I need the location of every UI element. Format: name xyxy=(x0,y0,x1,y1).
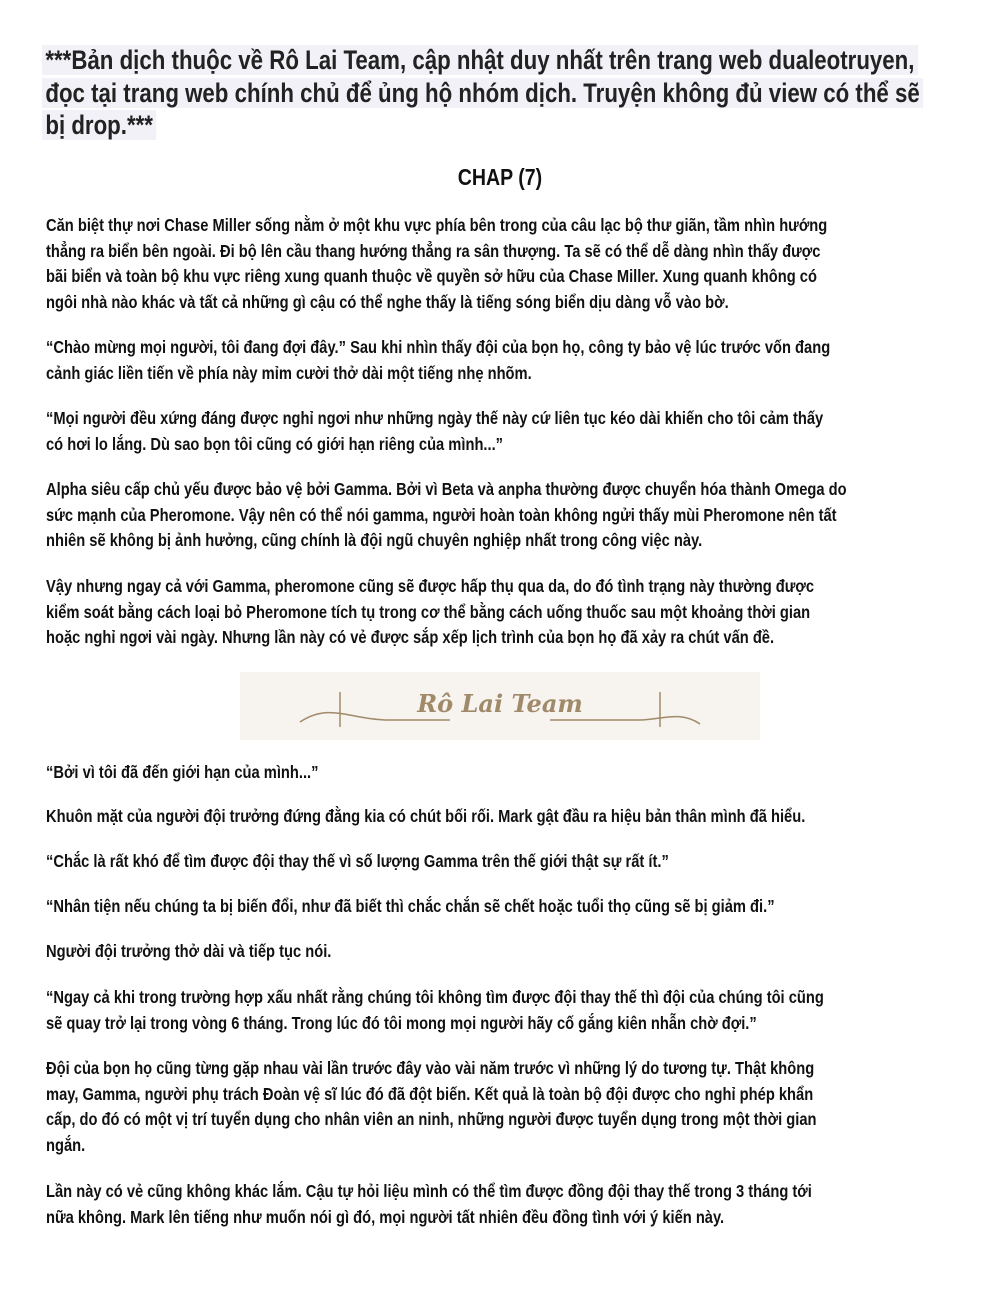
paragraph xyxy=(46,939,386,965)
translation-notice xyxy=(42,44,1000,142)
paragraph xyxy=(46,849,787,875)
paragraph-line: kiểm soát bằng cách loại bỏ Pheromone tích tụ trong cơ thể bằng cách uống thuốc sau một khoảng thời gian xyxy=(46,601,811,622)
paragraph-line: hoặc nghỉ ngơi vài ngày. Nhưng lần này có vẻ được sắp xếp lịch trình của bọn họ đã xảy ra chút vấn đề. xyxy=(46,627,775,647)
paragraph-line: may, Gamma, người phụ trách Đoàn vệ sĩ lúc đó đã đột biến. Kết quả là toàn bộ đội được cho nghỉ phép khẩn xyxy=(46,1083,814,1104)
notice-line: ***Bản dịch thuộc về Rô Lai Team, cập nhật duy nhất trên trang web dualeotruyen, xyxy=(42,45,918,75)
paragraph-line: nhiên sẽ không bị ảnh hưởng, cũng chính là đội ngũ chuyên nghiệp nhất trong công việc này. xyxy=(46,530,703,550)
paragraph-line: thẳng ra biển bên ngoài. Đi bộ lên cầu thang hướng thẳng ra sân thượng. Ta sẽ có thể dễ dàng nhìn thấy được xyxy=(46,240,821,261)
paragraph-line: sẽ quay trở lại trong vòng 6 tháng. Trong lúc đó tôi mong mọi người hãy cố gắng kiên nhẫn chờ đợi.” xyxy=(46,1012,757,1033)
chapter-title: CHAP (7) xyxy=(457,164,543,190)
paragraph xyxy=(46,804,950,830)
paragraph-line: Đội của bọn họ cũng từng gặp nhau vài lần trước đây vào vài năm trước vì những lý do tương tự. Thật không xyxy=(46,1058,815,1078)
paragraph-line: “Ngay cả khi trong trường hợp xấu nhất rằng chúng tôi không tìm được đội thay thế thì đội của chúng tôi cũng xyxy=(46,987,824,1007)
paragraph xyxy=(46,1179,958,1230)
paragraph-line: “Chào mừng mọi người, tôi đang đợi đây.” Sau khi nhìn thấy đội của bọn họ, công ty bảo vệ lúc trước vốn đang xyxy=(46,337,831,357)
paragraph-line: sức mạnh của Pheromone. Vậy nên có thể nói gamma, người hoàn toàn không ngửi thấy mùi Pheromone nên tất xyxy=(46,504,837,525)
paragraph xyxy=(46,985,972,1036)
paragraph-line: “Chắc là rất khó để tìm được đội thay thế vì số lượng Gamma trên thế giới thật sự rất ít.” xyxy=(46,851,669,871)
paragraph xyxy=(46,894,913,920)
paragraph xyxy=(46,574,960,651)
paragraph xyxy=(46,760,370,786)
paragraph-line: cảnh giác liền tiến về phía này mỉm cười thở dài một tiếng nhẹ nhõm. xyxy=(46,362,532,383)
paragraph-line: Vậy nhưng ngay cả với Gamma, pheromone cũng sẽ được hấp thụ qua da, do đó tình trạng này thường được xyxy=(46,576,815,596)
paragraph-line: “Mọi người đều xứng đáng được nghỉ ngơi như những ngày thế này cứ liên tục kéo dài khiến cho tôi cảm thấy xyxy=(46,408,824,428)
logo-flourish-icon xyxy=(240,672,760,740)
paragraph-line: Người đội trưởng thở dài và tiếp tục nói. xyxy=(46,941,332,961)
team-logo-watermark xyxy=(240,672,760,740)
paragraph-line: cấp, do đó có một vị trí tuyển dụng cho nhân viên an ninh, những người được tuyển dụng trong một thời gian xyxy=(46,1109,817,1129)
notice-line: đọc tại trang web chính chủ để ủng hộ nhóm dịch. Truyện không đủ view có thể sẽ xyxy=(42,78,923,108)
paragraph xyxy=(46,477,999,554)
paragraph xyxy=(46,213,976,315)
paragraph xyxy=(46,406,971,457)
paragraph-line: nữa không. Mark lên tiếng như muốn nói gì đó, mọi người tất nhiên đều đồng tình với ý kiến này. xyxy=(46,1206,725,1227)
paragraph-line: Căn biệt thự nơi Chase Miller sống nằm ở một khu vực phía bên trong của câu lạc bộ thư giãn, tầm nhìn hướng xyxy=(46,215,828,235)
paragraph-line: ngôi nhà nào khác và tất cả những gì cậu có thể nghe thấy là tiếng sóng biển dịu dàng vỗ vào bờ. xyxy=(46,291,729,312)
paragraph xyxy=(46,335,980,386)
paragraph-line: Lần này có vẻ cũng không khác lắm. Cậu tự hỏi liệu mình có thể tìm được đồng đội thay thế trong 3 tháng tới xyxy=(46,1181,812,1201)
paragraph xyxy=(46,1056,963,1158)
paragraph-line: có hơi lo lắng. Dù sao bọn tôi cũng có giới hạn riêng của mình...” xyxy=(46,433,504,454)
paragraph-line: Khuôn mặt của người đội trưởng đứng đằng kia có chút bối rối. Mark gật đầu ra hiệu bản thân mình đã hiểu. xyxy=(46,806,806,826)
paragraph-line: bãi biển và toàn bộ khu vực riêng xung quanh thuộc về quyền sở hữu của Chase Miller. Xung quanh không có xyxy=(46,266,817,286)
notice-line: bị drop.*** xyxy=(42,110,156,140)
paragraph-line: “Nhân tiện nếu chúng ta bị biến đổi, như đã biết thì chắc chắn sẽ chết hoặc tuổi thọ cũng sẽ bị giảm đi.” xyxy=(46,896,775,916)
paragraph-line: “Bởi vì tôi đã đến giới hạn của mình...” xyxy=(46,762,319,782)
paragraph-line: ngắn. xyxy=(46,1134,86,1155)
logo-text: Rô Lai Team xyxy=(417,689,583,718)
paragraph-line: Alpha siêu cấp chủ yếu được bảo vệ bởi Gamma. Bởi vì Beta và anpha thường được chuyển hóa thành Omega do xyxy=(46,479,847,499)
